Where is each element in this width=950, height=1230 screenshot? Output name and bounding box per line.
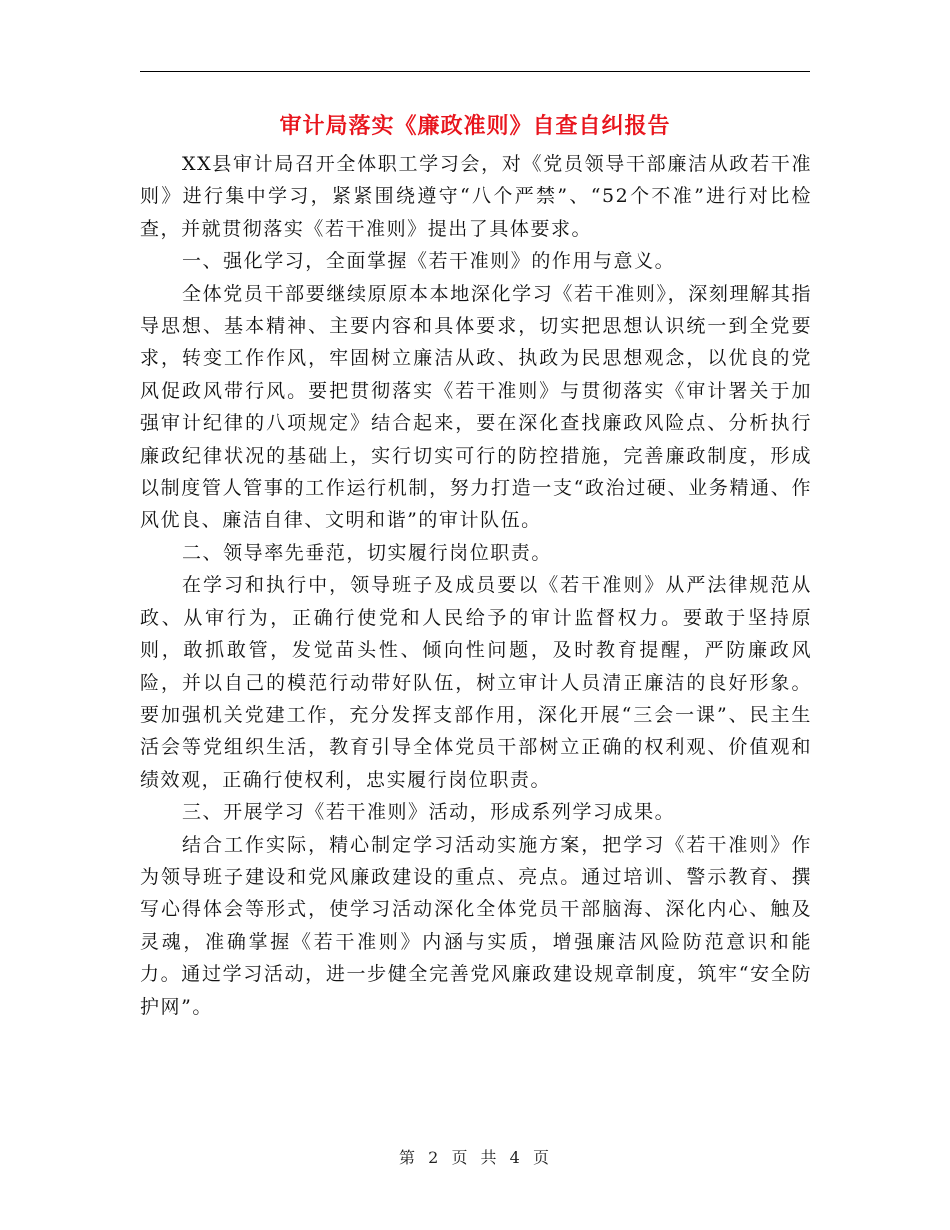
section-heading-3: 三、开展学习《若干准则》活动，形成系列学习成果。 <box>182 801 676 824</box>
footer-current-page: 2 <box>428 1148 441 1167</box>
footer-page-word: 页 <box>451 1148 470 1167</box>
section-heading-2: 二、领导率先垂范，切实履行岗位职责。 <box>182 541 552 564</box>
page-footer <box>0 1143 950 1173</box>
section-heading-1: 一、强化学习，全面掌握《若干准则》的作用与意义。 <box>182 250 676 273</box>
intro-paragraph: XX县审计局召开全体职工学习会，对《党员领导干部廉洁从政若干准则》进行集中学习，紧紧围绕遵守“八个严禁”、“52个不准”进行对比检查，并就贯彻落实《若干准则》提出了具体要求。 <box>140 153 812 240</box>
section-1-paragraph: 全体党员干部要继续原原本本地深化学习《若干准则》，深刻理解其指导思想、基本精神、主要内容和具体要求，切实把思想认识统一到全党要求，转变工作作风，牢固树立廉洁从政、执政为民思想观念，以优良的党风促政风带行风。要把贯彻落实《若干准则》与贯彻落实《审计署关于加强审计纪律的八项规定》结合起来，要在深化查找廉政风险点、分析执行廉政纪律状况的基础上，实行切实可行的防控措施，完善廉政制度，形成以制度管人管事的工作运行机制，努力打造一支“政治过硬、业务精通、作风优良、廉洁自律、文明和谐”的审计队伍。 <box>140 282 812 532</box>
footer-suffix: 页 <box>532 1148 551 1167</box>
document-title: 审计局落实《廉政准则》自查自纠报告 <box>279 113 671 139</box>
header-rule <box>140 71 810 72</box>
document-body <box>140 148 812 1023</box>
section-2-paragraph: 在学习和执行中，领导班子及成员要以《若干准则》从严法律规范从政、从审行为，正确行使党和人民给予的审计监督权力。要敢于坚持原则，敢抓敢管，发觉苗头性、倾向性问题，及时教育提醒，严防廉政风险，并以自己的模范行动带好队伍，树立审计人员清正廉洁的良好形象。要加强机关党建工作，充分发挥支部作用，深化开展“三会一课”、民主生活会等党组织生活，教育引导全体党员干部树立正确的权利观、价值观和绩效观，正确行使权利，忠实履行岗位职责。 <box>140 574 812 791</box>
footer-total-pages: 4 <box>509 1148 522 1167</box>
footer-prefix: 第 <box>399 1148 418 1167</box>
footer-total-word: 共 <box>480 1148 499 1167</box>
section-3-paragraph: 结合工作实际，精心制定学习活动实施方案，把学习《若干准则》作为领导班子建设和党风廉政建设的重点、亮点。通过培训、警示教育、撰写心得体会等形式，使学习活动深化全体党员干部脑海、深化内心、触及灵魂，准确掌握《若干准则》内涵与实质，增强廉洁风险防范意识和能力。通过学习活动，进一步健全完善党风廉政建设规章制度，筑牢“安全防护网”。 <box>140 833 812 1018</box>
